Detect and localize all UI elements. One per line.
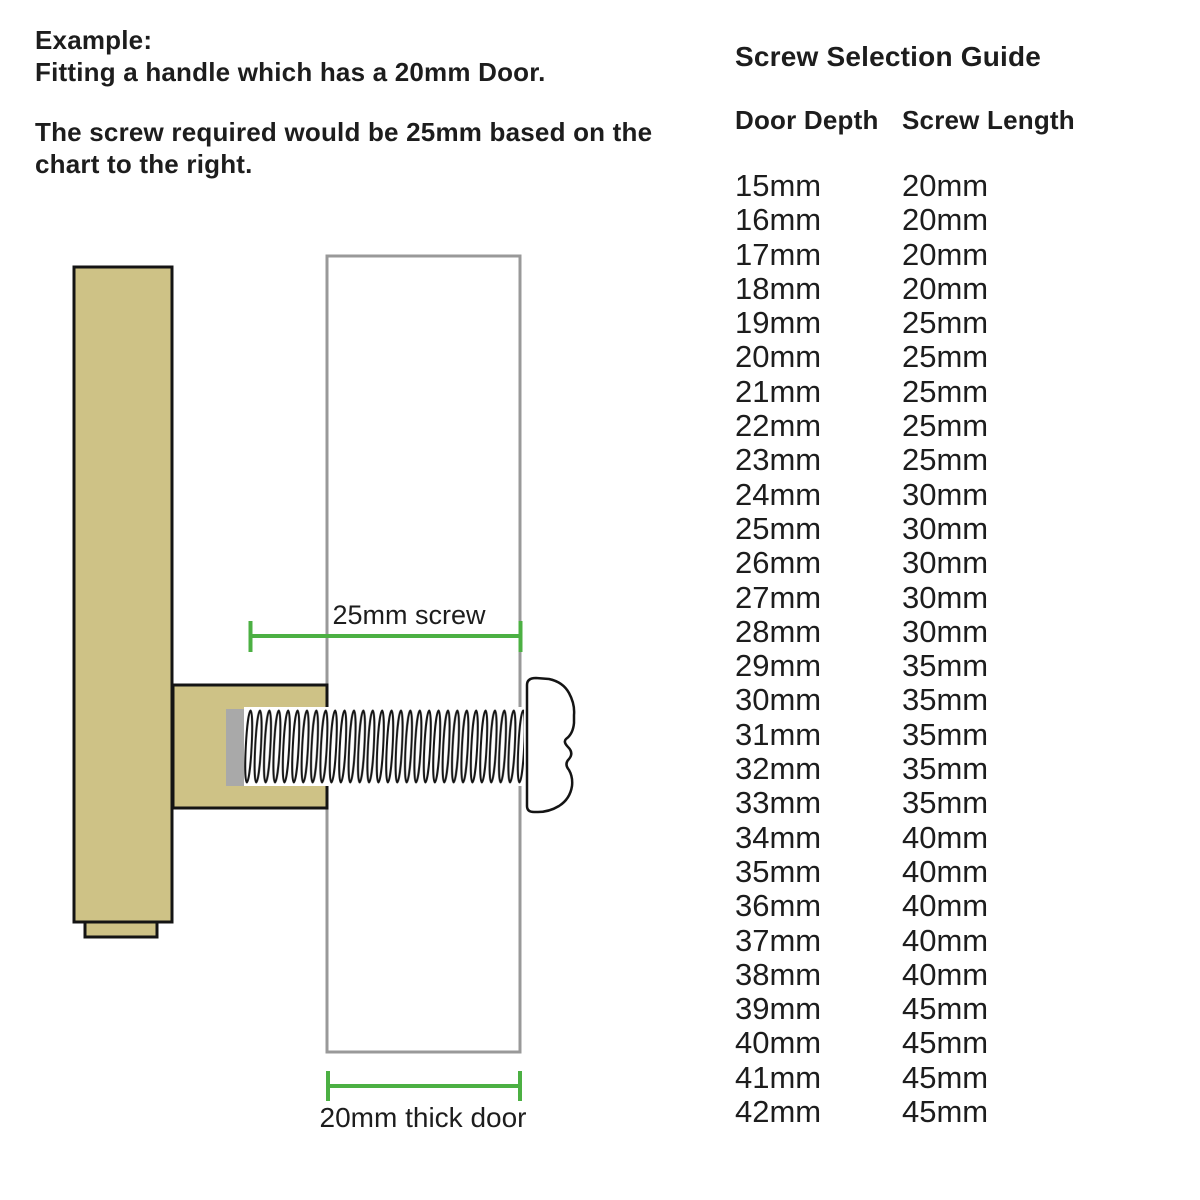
screw-length-cell: 25mm	[902, 408, 989, 444]
door-depth-cell: 16mm	[735, 202, 822, 238]
screw-length-cell: 35mm	[902, 682, 989, 718]
door-depth-cell: 24mm	[735, 476, 822, 512]
table-row	[735, 958, 988, 992]
screw-length-cell: 30mm	[902, 510, 989, 546]
screw-length-cell: 25mm	[902, 373, 989, 409]
door-depth-cell: 22mm	[735, 408, 822, 444]
table-row	[735, 340, 988, 374]
table-row	[735, 169, 988, 203]
screw-length-cell: 45mm	[902, 1094, 989, 1130]
table-row	[735, 992, 988, 1026]
door-depth-cell: 23mm	[735, 442, 822, 478]
door-thickness-label: 20mm thick door	[319, 1102, 527, 1133]
guide-table-header	[735, 105, 1075, 136]
screw-length-cell: 40mm	[902, 853, 989, 889]
screw-length-cell: 20mm	[902, 236, 989, 272]
screw-length-cell: 45mm	[902, 1059, 989, 1095]
table-row	[735, 443, 988, 477]
screw-length-label: 25mm screw	[332, 600, 486, 630]
screw-length-cell: 30mm	[902, 579, 989, 615]
screw-length-cell: 45mm	[902, 1025, 989, 1061]
table-row	[735, 546, 988, 580]
table-row	[735, 1061, 988, 1095]
door-depth-cell: 17mm	[735, 236, 822, 272]
door-depth-cell: 30mm	[735, 682, 822, 718]
table-row	[735, 821, 988, 855]
handle-backplate	[74, 267, 172, 922]
door-depth-cell: 34mm	[735, 819, 822, 855]
screw-length-cell: 45mm	[902, 991, 989, 1027]
door-depth-cell: 27mm	[735, 579, 822, 615]
door-depth-cell: 33mm	[735, 785, 822, 821]
table-row	[735, 306, 988, 340]
screw-length-cell: 35mm	[902, 716, 989, 752]
table-row	[735, 375, 988, 409]
screw-length-cell: 35mm	[902, 751, 989, 787]
door-depth-cell: 29mm	[735, 648, 822, 684]
screw-head	[527, 678, 574, 812]
door-depth-cell: 41mm	[735, 1059, 822, 1095]
table-row	[735, 718, 988, 752]
screw-length-cell: 25mm	[902, 442, 989, 478]
door-depth-cell: 21mm	[735, 373, 822, 409]
door-depth-cell: 25mm	[735, 510, 822, 546]
screw-length-cell: 20mm	[902, 168, 989, 203]
table-row	[735, 786, 988, 820]
screw-length-cell: 20mm	[902, 270, 989, 306]
table-row	[735, 1095, 988, 1129]
screw-length-cell: 30mm	[902, 613, 989, 649]
door-depth-cell: 26mm	[735, 545, 822, 581]
door-depth-cell: 37mm	[735, 922, 822, 958]
table-row	[735, 512, 988, 546]
door-panel	[327, 256, 520, 1052]
screw-length-cell: 25mm	[902, 305, 989, 341]
example-heading: Example:	[35, 25, 153, 55]
table-row	[735, 238, 988, 272]
example-line: Fitting a handle which has a 20mm Door.	[35, 57, 546, 87]
guide-title: Screw Selection Guide	[735, 41, 1042, 72]
door-depth-cell: 20mm	[735, 339, 822, 375]
screw-length-cell: 30mm	[902, 545, 989, 581]
door-depth-cell: 42mm	[735, 1094, 822, 1130]
screw-length-cell: 35mm	[902, 785, 989, 821]
table-row	[735, 889, 988, 923]
guide-table	[735, 169, 988, 1129]
door-depth-cell: 18mm	[735, 270, 822, 306]
door-depth-cell: 38mm	[735, 956, 822, 992]
screw-length-cell: 40mm	[902, 819, 989, 855]
table-row	[735, 203, 988, 237]
door-dimension-line	[328, 1071, 520, 1101]
example-line: The screw required would be 25mm based on the	[35, 117, 653, 147]
table-row	[735, 615, 988, 649]
screw-length-cell: 40mm	[902, 922, 989, 958]
table-row	[735, 683, 988, 717]
table-row	[735, 649, 988, 683]
door-depth-cell: 28mm	[735, 613, 822, 649]
table-row	[735, 478, 988, 512]
door-depth-cell: 31mm	[735, 716, 822, 752]
table-row	[735, 272, 988, 306]
door-depth-cell: 15mm	[735, 168, 822, 203]
door-depth-cell: 35mm	[735, 853, 822, 889]
table-row	[735, 924, 988, 958]
door-depth-cell: 36mm	[735, 888, 822, 924]
table-row	[735, 581, 988, 615]
door-depth-column-header: Door Depth	[735, 105, 879, 135]
handle-foot	[85, 922, 157, 937]
door-depth-cell: 32mm	[735, 751, 822, 787]
table-row	[735, 1026, 988, 1060]
table-row	[735, 855, 988, 889]
door-depth-cell: 39mm	[735, 991, 822, 1027]
screw-length-cell: 35mm	[902, 648, 989, 684]
table-row	[735, 752, 988, 786]
screw-length-cell: 20mm	[902, 202, 989, 238]
screw-length-cell: 25mm	[902, 339, 989, 375]
screw-length-cell: 40mm	[902, 956, 989, 992]
screw-thread	[244, 707, 524, 786]
table-row	[735, 409, 988, 443]
door-depth-cell: 19mm	[735, 305, 822, 341]
screw-length-column-header: Screw Length	[902, 105, 1075, 135]
screw-length-cell: 40mm	[902, 888, 989, 924]
screw-length-cell: 30mm	[902, 476, 989, 512]
example-line: chart to the right.	[35, 149, 253, 179]
door-depth-cell: 40mm	[735, 1025, 822, 1061]
